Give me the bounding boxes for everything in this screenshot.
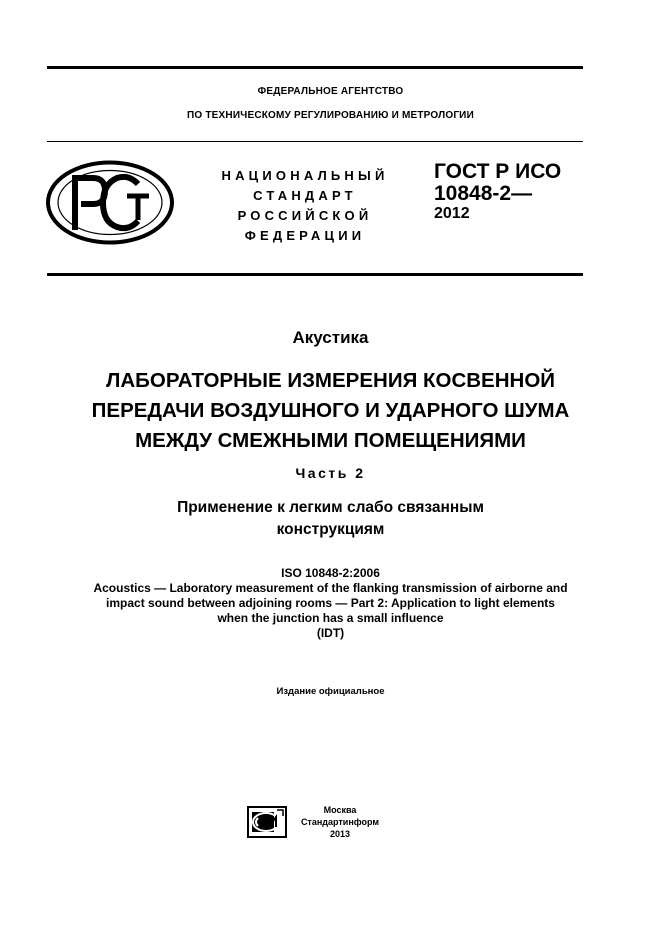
standard-type-line-2: СТАНДАРТ (253, 188, 357, 203)
main-title-line-3: МЕЖДУ СМЕЖНЫМИ ПОМЕЩЕНИЯМИ (135, 429, 526, 452)
gost-designation (434, 161, 594, 223)
main-title-line-1: ЛАБОРАТОРНЫЕ ИЗМЕРЕНИЯ КОСВЕННОЙ (105, 369, 556, 392)
subject-heading: Акустика (292, 328, 369, 347)
iso-idt: (IDT) (316, 626, 345, 640)
header-divider (47, 141, 583, 142)
gost-code-line-1: ГОСТ Р ИСО (434, 160, 562, 183)
top-rule (47, 66, 583, 69)
header-bottom-rule (47, 273, 583, 276)
subtitle (0, 497, 661, 541)
standard-type (215, 166, 395, 246)
edition-label: Издание официальное (276, 686, 385, 697)
standartinform-logo-icon (247, 806, 287, 838)
main-title (0, 366, 661, 456)
iso-title-line-2: impact sound between adjoining rooms — Part 2: Application to light elements (106, 596, 555, 610)
subtitle-line-2: конструкциям (276, 521, 385, 538)
subtitle-line-1: Применение к легким слабо связанным (177, 499, 484, 516)
publisher-city: Москва (323, 805, 357, 815)
agency-line-1: ФЕДЕРАЛЬНОЕ АГЕНТСТВО (257, 86, 404, 97)
publisher-year: 2013 (329, 829, 351, 839)
iso-number: ISO 10848-2:2006 (281, 566, 380, 580)
standard-type-line-1: НАЦИОНАЛЬНЫЙ (221, 168, 389, 183)
agency-line-2: ПО ТЕХНИЧЕСКОМУ РЕГУЛИРОВАНИЮ И МЕТРОЛОГИИ (187, 110, 474, 121)
gost-code-line-2: 10848-2— (434, 182, 533, 205)
iso-title-line-1: Acoustics — Laboratory measurement of the flanking transmission of airborne and (93, 581, 568, 595)
publisher-info (290, 804, 390, 840)
iso-title-line-3: when the junction has a small influence (217, 611, 444, 625)
standard-type-line-4: ФЕДЕРАЦИИ (244, 228, 366, 243)
iso-reference (0, 566, 661, 641)
gost-r-logo-icon (45, 160, 175, 245)
standard-type-line-3: РОССИЙСКОЙ (237, 208, 373, 223)
main-title-line-2: ПЕРЕДАЧИ ВОЗДУШНОГО И УДАРНОГО ШУМА (91, 399, 570, 422)
publisher-name: Стандартинформ (300, 817, 380, 827)
part-label: Часть 2 (295, 465, 366, 481)
gost-year: 2012 (434, 205, 470, 222)
